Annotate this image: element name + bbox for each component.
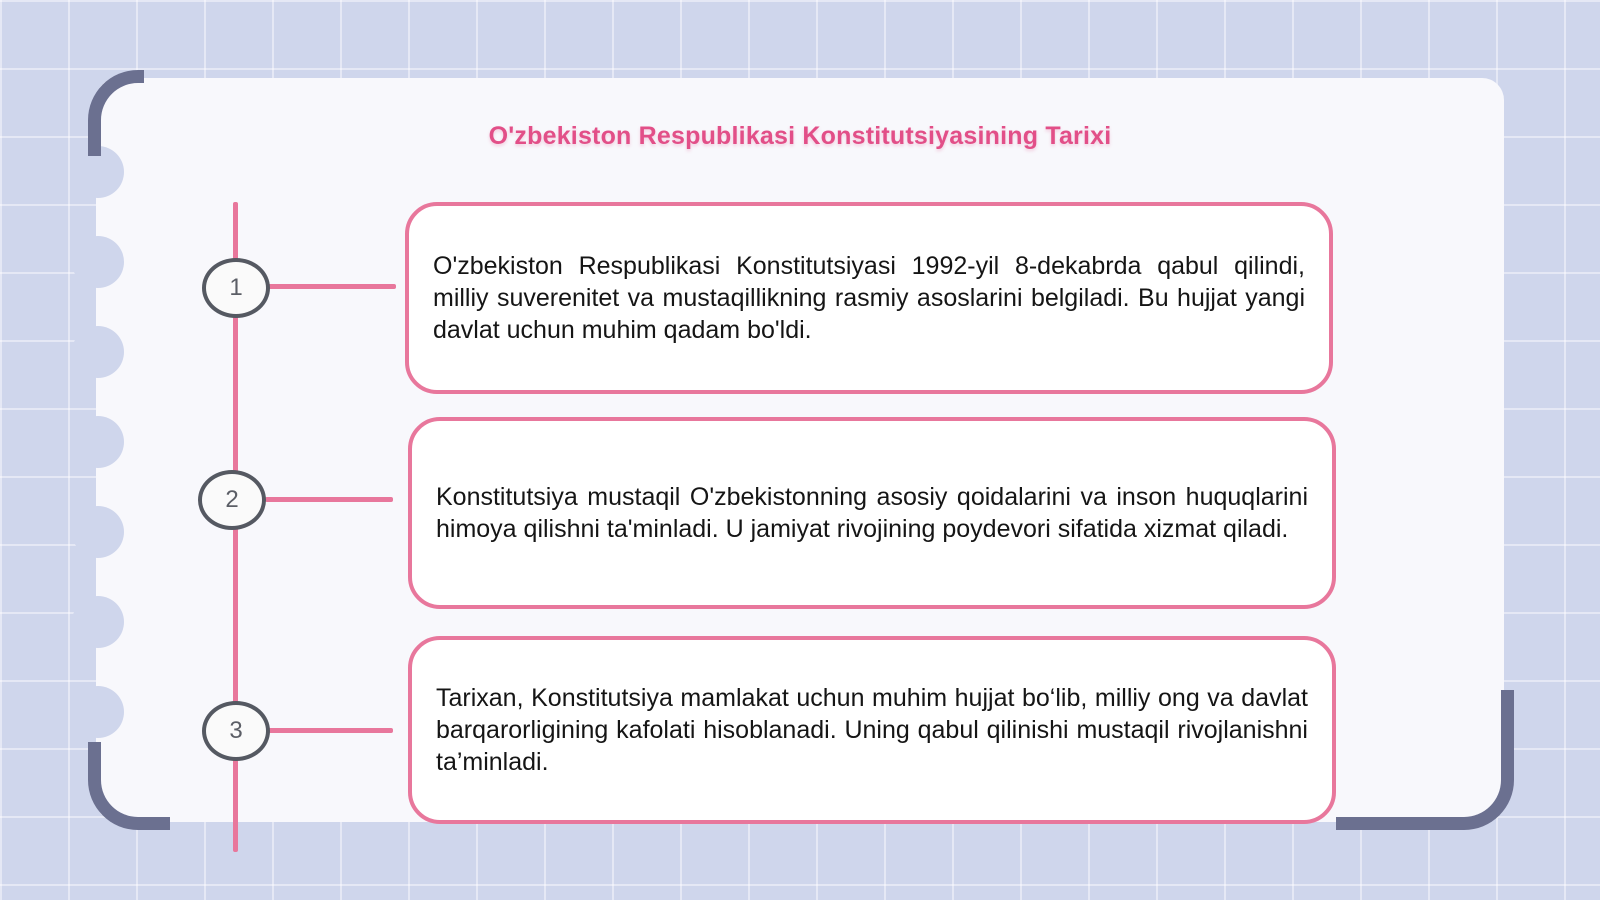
step-number-badge bbox=[198, 470, 266, 530]
card-text: O'zbekiston Respublikasi Konstitutsiyasi 1992-yil 8-dekabrda qabul qilindi, milliy suverenitet va mustaqillikning rasmiy asoslarini belgiladi. Bu hujjat yangi davlat uchun muhim qadam bo'ldi. bbox=[433, 252, 1305, 344]
timeline-card bbox=[408, 636, 1336, 824]
step-number-badge bbox=[202, 701, 270, 761]
timeline-connector bbox=[265, 497, 393, 502]
step-number: 2 bbox=[225, 486, 239, 513]
card-text: Konstitutsiya mustaqil O'zbekistonning asosiy qoidalarini va inson huquqlarini himoya qilishni ta'minladi. U jamiyat rivojining poydevori sifatida xizmat qiladi. bbox=[436, 483, 1308, 543]
step-number: 1 bbox=[229, 274, 243, 301]
timeline-connector bbox=[268, 284, 396, 289]
corner-bracket-bottom-right bbox=[1336, 690, 1514, 830]
corner-bracket-bottom-left bbox=[88, 742, 170, 830]
timeline-connector bbox=[268, 728, 393, 733]
timeline-card bbox=[408, 417, 1336, 609]
step-number: 3 bbox=[229, 717, 243, 744]
step-number-badge bbox=[202, 258, 270, 318]
corner-bracket-top-left bbox=[88, 70, 144, 156]
card-text: Tarixan, Konstitutsiya mamlakat uchun muhim hujjat bo‘lib, milliy ong va davlat barqarorligining kafolati hisoblanadi. Uning qabul qilinishi mustaqil rivojlanishni ta’minladi. bbox=[436, 684, 1308, 776]
timeline-card bbox=[405, 202, 1333, 394]
slide-title: O'zbekiston Respublikasi Konstitutsiyasining Tarixi bbox=[488, 122, 1112, 150]
